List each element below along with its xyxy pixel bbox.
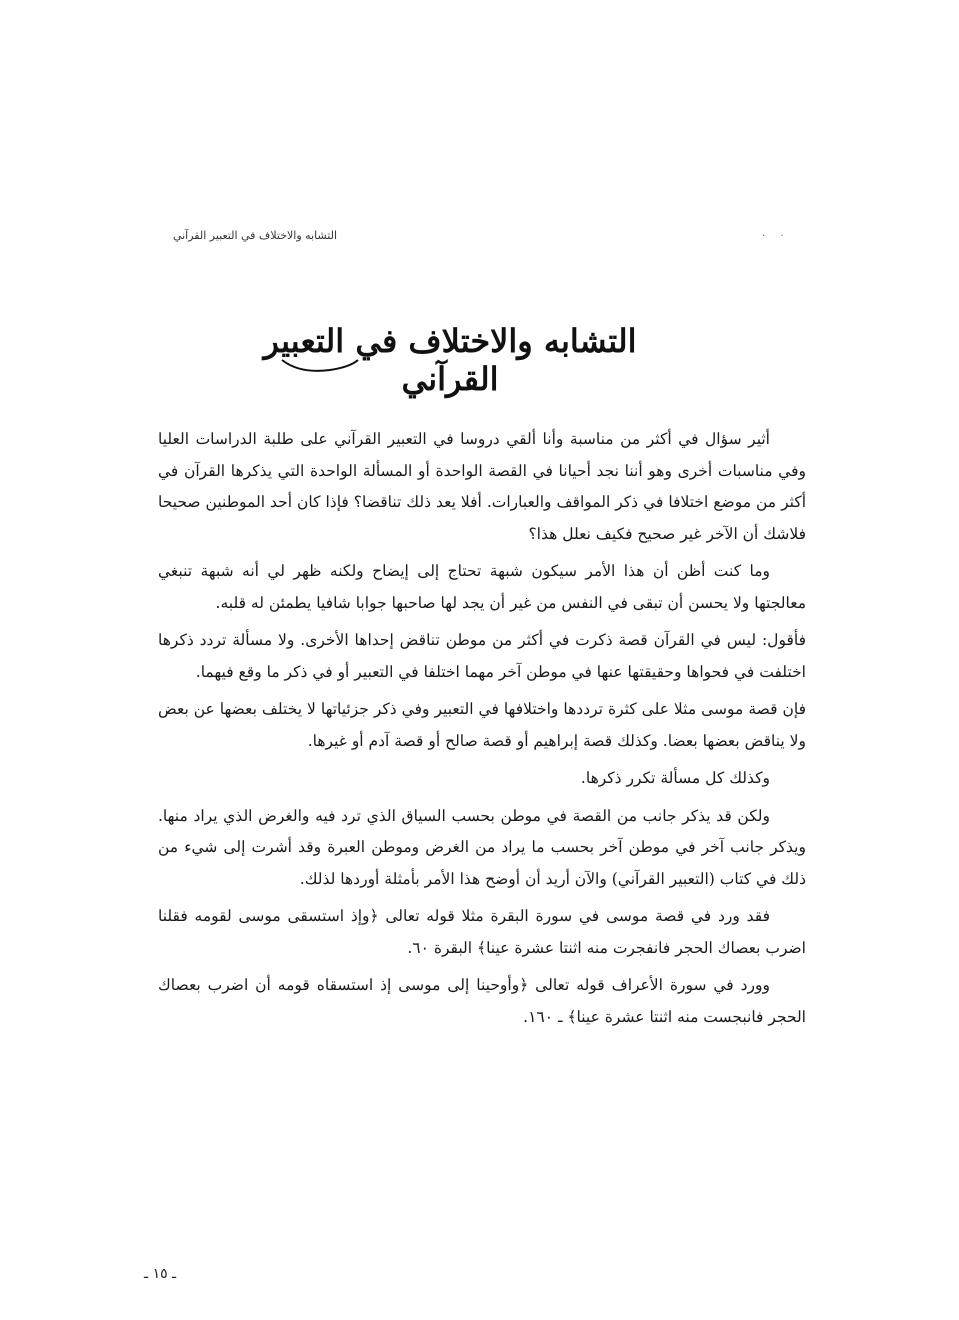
paragraph: فأقول: ليس في القرآن قصة ذكرت في أكثر من موطن تناقض إحداها الأخرى. ولا مسألة تردد ذكرها اختلفت في فحواها وحقيقتها عنها في موطن آخر مهما اختلفا في التعبير أو في ذكر ما وقع فيهما.: [158, 631, 806, 681]
title-swash-ornament: [280, 356, 360, 376]
paragraph: ولكن قد يذكر جانب من القصة في موطن بحسب السياق الذي ترد فيه والغرض الذي يراد منها. ويذكر جانب آخر في موطن آخر بحسب ما يراد من الغرض وموطن العبرة وقد أشرت إلى شيء من ذلك في كتاب (التعبير القرآني) والآن أريد أن أوضح هذا الأمر بأمثلة أوردها لذلك.: [158, 806, 806, 888]
paragraph: وكذلك كل مسألة تكرر ذكرها.: [580, 769, 770, 787]
page-number: ـ ١٥ ـ: [144, 1266, 177, 1282]
paragraph: وورد في سورة الأعراف قوله تعالى ﴿وأوحينا إلى موسى إذ استسقاه قومه أن اضرب بعصاك الحجر فانبجست منه اثنتا عشرة عينا﴾ ـ ١٦٠.: [158, 976, 806, 1026]
paragraph: فقد ورد في قصة موسى في سورة البقرة مثلا قوله تعالى ﴿وإذ استسقى موسى لقومه فقلنا اضرب بعصاك الحجر فانفجرت منه اثنتا عشرة عينا﴾ البقرة ٦٠.: [158, 907, 806, 957]
running-header: التشابه والاختلاف في التعبير القرآني: [172, 229, 337, 242]
paragraph: أثير سؤال في أكثر من مناسبة وأنا ألقي دروسا في التعبير القرآني على طلبة الدراسات العليا وفي مناسبات أخرى وهو أننا نجد أحيانا في القصة الواحدة أو المسألة الواحدة التي يذكرها القرآن في أكثر من موضع اختلافا في ذكر المواقف والعبارات. أفلا يعد ذلك تناقضا؟ فإذا كان أحد الموطنين صحيحا فلاشك أن الآخر غير صحيح فكيف نعلل هذا؟: [158, 430, 806, 543]
paragraph: فإن قصة موسى مثلا على كثرة ترددها واختلافها في التعبير وفي ذكر جزئياتها لا يختلف بعضها عن بعض ولا يناقض بعضها بعضا. وكذلك قصة إبراهيم أو قصة صالح أو قصة آدم أو غيرها.: [158, 700, 806, 750]
body-text: [158, 424, 806, 1039]
chapter-title: التشابه والاختلاف في التعبير القرآني: [263, 322, 637, 398]
paragraph: وما كنت أظن أن هذا الأمر سيكون شبهة تحتاج إلى إيضاح ولكنه ظهر لي أنه شبهة تنبغي معالجتها ولا يحسن أن تبقى في النفس من غير أن يجد لها صاحبها جوابا شافيا يطمئن له قلبه.: [158, 562, 806, 612]
header-marks: . .: [762, 228, 790, 239]
